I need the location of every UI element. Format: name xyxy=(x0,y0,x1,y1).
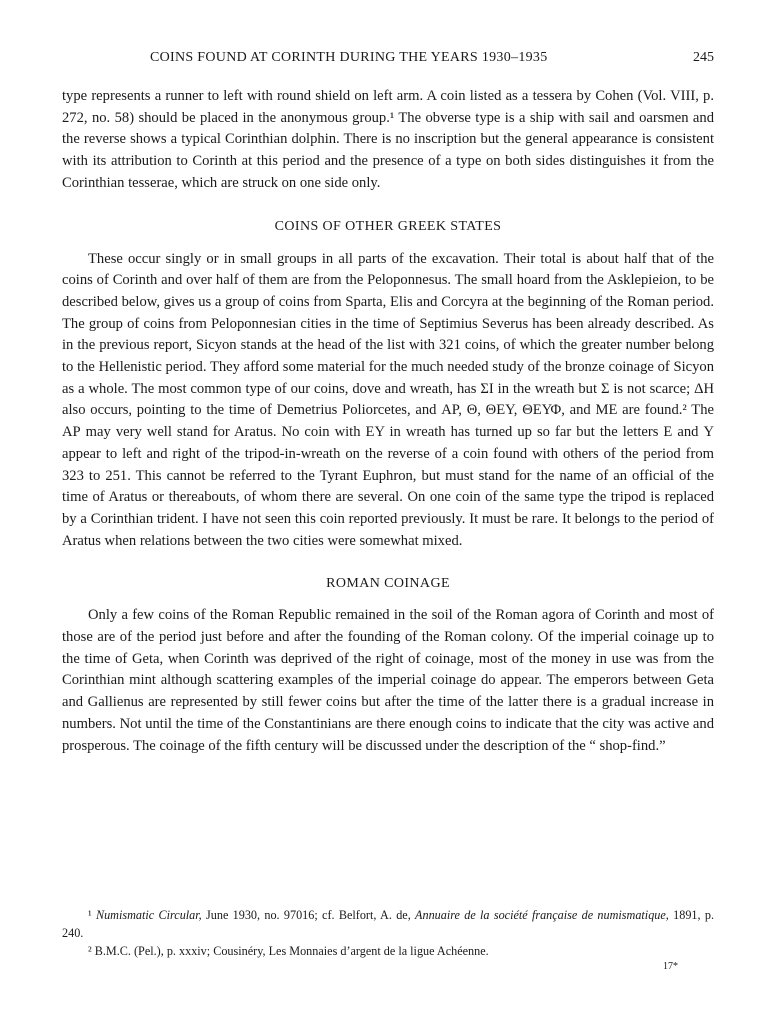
footnotes xyxy=(62,906,714,960)
running-head: COINS FOUND AT CORINTH DURING THE YEARS 1930–1935 xyxy=(150,50,548,65)
paragraph-greek-states: These occur singly or in small groups in all parts of the excavation. Their total is about half that of the coins of Corinth and over half of them are from the Peloponnesus. The small hoard from the Asklepieion, to be described below, gives us a group of coins from Sparta, Elis and Corcyra at the beginning of the Roman period. The group of coins from Peloponnesian cities in the time of Septimius Severus has been already described. As in the previous report, Sicyon stands at the head of the list with 321 coins, of which the greater number belong to the Hellenistic period. They afford some material for the much needed study of the bronze coinage of Sicyon as a whole. The most common type of our coins, dove and wreath, has ΣΙ in the wreath but Σ is not scarce; ΔΗ also occurs, pointing to the time of Demetrius Poliorcetes, and ΑΡ, Θ, ΘΕΥ, ΘΕΥΦ, and ΜΕ are found.² The ΑΡ may very well stand for Aratus. No coin with ΕΥ in wreath has turned up so far but the letters Ε and Υ appear to left and right of the tripod-in-wreath on the reverse of a coin found with others of the period from 323 to 251. This cannot be referred to the Tyrant Euphron, but must stand for the name of an official of the time of Aratus or thereabouts, of whom there are several. On one coin of the same type the tripod is replaced by a Corinthian trident. I have not seen this coin reported previously. It must be rare. It belongs to the period of Aratus when relations between the two cities were somewhat mixed. xyxy=(62,250,714,549)
footnote-1 xyxy=(62,906,714,942)
paragraph-roman-coinage: Only a few coins of the Roman Republic remained in the soil of the Roman agora of Corinth and most of those are of the period just before and after the founding of the Roman colony. Of the imperial coinage up to the time of Geta, when Corinth was deprived of the right of coinage, most of the money in use was from the Corinthian mint although scattering examples of the imperial coinage do appear. The emperors between Geta and Gallienus are represented by still fewer coins but after the time of the latter there is a gradual increase in numbers. Not until the time of the Constantinians are there enough coins to indicate that the city was active and prosperous. The coinage of the fifth century will be discussed under the description of the “ shop-find.” xyxy=(62,607,714,754)
footnote-1-mid: June 1930, no. 97016; cf. Belfort, A. de, xyxy=(201,908,416,922)
footnote-1-title: Numismatic Circular, xyxy=(95,908,202,922)
footnote-1-mark: ¹ xyxy=(88,908,92,922)
signature-mark: 17* xyxy=(663,961,678,972)
section-heading-greek-states: COINS OF OTHER GREEK STATES xyxy=(274,218,502,234)
paragraph-continuation: type represents a runner to left with round shield on left arm. A coin listed as a tessera by Cohen (Vol. VIII, p. 272, no. 58) should be placed in the anonymous group.¹ The obverse type is a ship with sail and oarsmen and the reverse shows a typical Corinthian dolphin. There is no inscription but the general appearance is consistent with its attribution to Corinth at this period and the presence of a type on both sides distinguishes it from the Corinthian tesserae, which are struck on one side only. xyxy=(62,88,714,191)
page-header xyxy=(62,50,714,72)
footnote-1-journal: Annuaire de la société française de numismatique, xyxy=(415,908,669,922)
footnote-2: ² B.M.C. (Pel.), p. xxxiv; Cousinéry, Les Monnaies d’argent de la ligue Achéenne. xyxy=(88,944,489,958)
page-number: 245 xyxy=(693,50,714,65)
page-body xyxy=(62,86,714,757)
section-heading-roman-coinage: ROMAN COINAGE xyxy=(326,576,450,592)
footnote-1-end: 1891, p. 240. xyxy=(62,908,714,940)
